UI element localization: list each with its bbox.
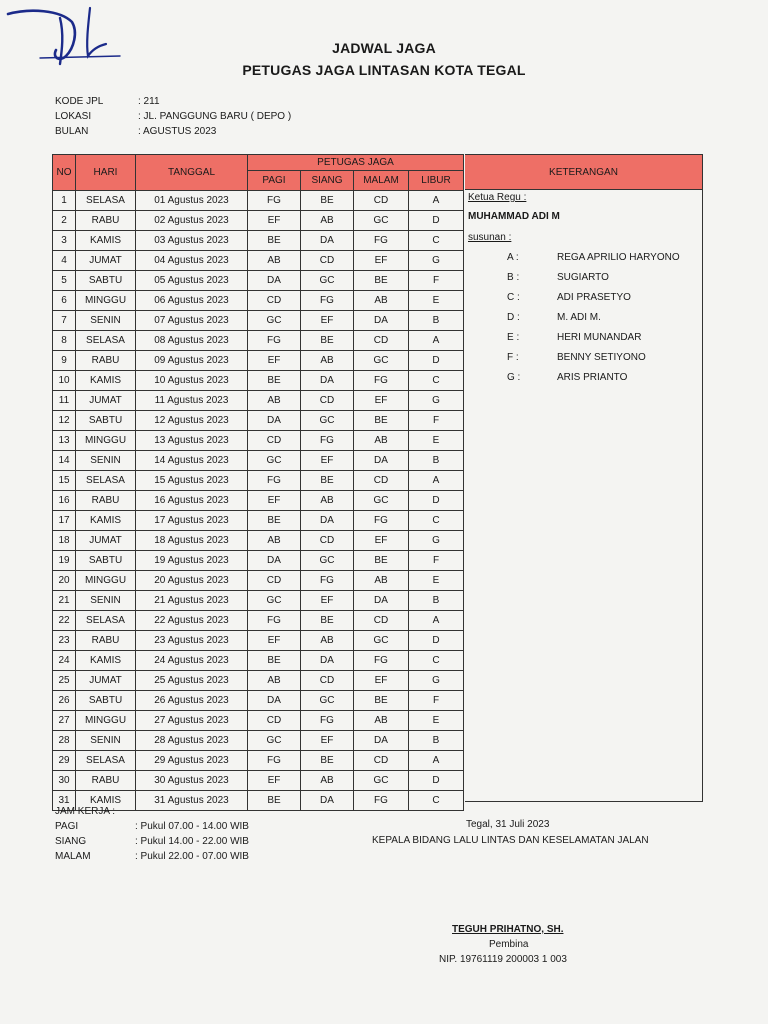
cell-siang: BE <box>301 331 354 351</box>
cell-no: 9 <box>53 351 76 371</box>
cell-hari: SABTU <box>76 411 136 431</box>
cell-pagi: GC <box>248 591 301 611</box>
cell-hari: KAMIS <box>76 231 136 251</box>
cell-siang: CD <box>301 531 354 551</box>
jam-kerja-malam: MALAM : Pukul 22.00 - 07.00 WIB <box>55 851 249 862</box>
cell-siang: GC <box>301 551 354 571</box>
cell-hari: RABU <box>76 631 136 651</box>
cell-tanggal: 16 Agustus 2023 <box>136 491 248 511</box>
cell-malam: FG <box>354 791 409 811</box>
cell-libur: A <box>409 751 464 771</box>
member-name: M. ADI M. <box>557 312 601 323</box>
member-code: D : <box>507 312 520 323</box>
signature-place-date: Tegal, 31 Juli 2023 <box>466 819 550 830</box>
cell-pagi: GC <box>248 311 301 331</box>
table-row <box>53 551 464 571</box>
member-code: G : <box>507 372 521 383</box>
jam-kerja-siang: SIANG : Pukul 14.00 - 22.00 WIB <box>55 836 249 847</box>
cell-hari: SELASA <box>76 191 136 211</box>
schedule-table <box>52 154 464 811</box>
cell-no: 3 <box>53 231 76 251</box>
cell-tanggal: 14 Agustus 2023 <box>136 451 248 471</box>
cell-libur: A <box>409 611 464 631</box>
cell-libur: G <box>409 671 464 691</box>
table-row <box>53 191 464 211</box>
cell-tanggal: 05 Agustus 2023 <box>136 271 248 291</box>
cell-hari: SABTU <box>76 271 136 291</box>
cell-pagi: CD <box>248 571 301 591</box>
cell-tanggal: 12 Agustus 2023 <box>136 411 248 431</box>
cell-siang: EF <box>301 591 354 611</box>
ketua-regu-name: MUHAMMAD ADI M <box>468 211 560 222</box>
cell-libur: B <box>409 731 464 751</box>
cell-malam: GC <box>354 211 409 231</box>
cell-no: 29 <box>53 751 76 771</box>
cell-siang: BE <box>301 751 354 771</box>
table-row <box>53 591 464 611</box>
cell-malam: GC <box>354 631 409 651</box>
cell-libur: E <box>409 431 464 451</box>
cell-pagi: BE <box>248 231 301 251</box>
cell-no: 30 <box>53 771 76 791</box>
cell-pagi: AB <box>248 671 301 691</box>
cell-tanggal: 31 Agustus 2023 <box>136 791 248 811</box>
cell-hari: RABU <box>76 351 136 371</box>
table-row <box>53 571 464 591</box>
cell-tanggal: 02 Agustus 2023 <box>136 211 248 231</box>
cell-siang: BE <box>301 471 354 491</box>
cell-malam: GC <box>354 771 409 791</box>
cell-siang: GC <box>301 411 354 431</box>
cell-malam: BE <box>354 411 409 431</box>
cell-malam: DA <box>354 731 409 751</box>
cell-pagi: EF <box>248 211 301 231</box>
cell-malam: CD <box>354 611 409 631</box>
cell-pagi: AB <box>248 391 301 411</box>
cell-pagi: EF <box>248 771 301 791</box>
cell-tanggal: 28 Agustus 2023 <box>136 731 248 751</box>
header-malam: MALAM <box>354 171 409 191</box>
cell-tanggal: 15 Agustus 2023 <box>136 471 248 491</box>
cell-malam: CD <box>354 191 409 211</box>
cell-libur: B <box>409 451 464 471</box>
table-row <box>53 611 464 631</box>
cell-libur: D <box>409 351 464 371</box>
header-tanggal: TANGGAL <box>136 155 248 191</box>
table-row <box>53 411 464 431</box>
cell-siang: BE <box>301 191 354 211</box>
table-row <box>53 451 464 471</box>
cell-libur: F <box>409 551 464 571</box>
cell-tanggal: 23 Agustus 2023 <box>136 631 248 651</box>
table-row <box>53 251 464 271</box>
cell-hari: SELASA <box>76 331 136 351</box>
cell-malam: EF <box>354 531 409 551</box>
cell-hari: SABTU <box>76 691 136 711</box>
handwritten-signature <box>0 0 150 70</box>
cell-malam: EF <box>354 251 409 271</box>
cell-siang: AB <box>301 211 354 231</box>
cell-libur: G <box>409 531 464 551</box>
cell-malam: BE <box>354 271 409 291</box>
cell-libur: G <box>409 251 464 271</box>
header-no: NO <box>53 155 76 191</box>
cell-siang: GC <box>301 691 354 711</box>
cell-pagi: FG <box>248 611 301 631</box>
cell-pagi: BE <box>248 371 301 391</box>
cell-pagi: CD <box>248 291 301 311</box>
cell-tanggal: 22 Agustus 2023 <box>136 611 248 631</box>
signature-name: TEGUH PRIHATNO, SH. <box>452 924 564 935</box>
cell-hari: SENIN <box>76 591 136 611</box>
cell-hari: MINGGU <box>76 571 136 591</box>
cell-malam: DA <box>354 451 409 471</box>
cell-malam: AB <box>354 431 409 451</box>
cell-tanggal: 13 Agustus 2023 <box>136 431 248 451</box>
cell-tanggal: 21 Agustus 2023 <box>136 591 248 611</box>
cell-libur: F <box>409 271 464 291</box>
cell-no: 6 <box>53 291 76 311</box>
cell-libur: E <box>409 291 464 311</box>
cell-no: 25 <box>53 671 76 691</box>
cell-pagi: BE <box>248 651 301 671</box>
member-code: C : <box>507 292 520 303</box>
cell-hari: MINGGU <box>76 711 136 731</box>
cell-malam: GC <box>354 351 409 371</box>
header-libur: LIBUR <box>409 171 464 191</box>
cell-libur: C <box>409 231 464 251</box>
cell-no: 19 <box>53 551 76 571</box>
cell-libur: C <box>409 511 464 531</box>
cell-no: 5 <box>53 271 76 291</box>
cell-no: 15 <box>53 471 76 491</box>
jam-kerja-pagi: PAGI : Pukul 07.00 - 14.00 WIB <box>55 821 249 832</box>
cell-libur: D <box>409 771 464 791</box>
cell-pagi: EF <box>248 351 301 371</box>
cell-pagi: FG <box>248 751 301 771</box>
cell-siang: AB <box>301 771 354 791</box>
cell-malam: CD <box>354 751 409 771</box>
cell-libur: E <box>409 571 464 591</box>
cell-pagi: EF <box>248 491 301 511</box>
cell-no: 10 <box>53 371 76 391</box>
cell-siang: DA <box>301 651 354 671</box>
cell-pagi: EF <box>248 631 301 651</box>
cell-malam: AB <box>354 571 409 591</box>
cell-hari: JUMAT <box>76 531 136 551</box>
cell-pagi: DA <box>248 271 301 291</box>
cell-pagi: BE <box>248 511 301 531</box>
cell-malam: CD <box>354 331 409 351</box>
cell-pagi: GC <box>248 451 301 471</box>
cell-malam: FG <box>354 651 409 671</box>
cell-no: 27 <box>53 711 76 731</box>
cell-malam: BE <box>354 691 409 711</box>
cell-tanggal: 26 Agustus 2023 <box>136 691 248 711</box>
cell-tanggal: 08 Agustus 2023 <box>136 331 248 351</box>
header-pagi: PAGI <box>248 171 301 191</box>
member-code: B : <box>507 272 520 283</box>
table-row <box>53 231 464 251</box>
cell-no: 28 <box>53 731 76 751</box>
cell-libur: D <box>409 631 464 651</box>
member-name: BENNY SETIYONO <box>557 352 646 363</box>
cell-pagi: FG <box>248 471 301 491</box>
document-subtitle: PETUGAS JAGA LINTASAN KOTA TEGAL <box>242 62 526 78</box>
cell-hari: JUMAT <box>76 251 136 271</box>
cell-tanggal: 01 Agustus 2023 <box>136 191 248 211</box>
cell-tanggal: 27 Agustus 2023 <box>136 711 248 731</box>
cell-no: 2 <box>53 211 76 231</box>
cell-no: 22 <box>53 611 76 631</box>
header-petugas-jaga: PETUGAS JAGA <box>248 155 464 171</box>
document-title: JADWAL JAGA <box>332 40 436 56</box>
cell-libur: C <box>409 651 464 671</box>
cell-hari: KAMIS <box>76 791 136 811</box>
table-row <box>53 731 464 751</box>
cell-siang: FG <box>301 291 354 311</box>
member-code: F : <box>507 352 519 363</box>
cell-siang: EF <box>301 731 354 751</box>
cell-siang: DA <box>301 791 354 811</box>
cell-no: 8 <box>53 331 76 351</box>
table-row <box>53 691 464 711</box>
table-row <box>53 291 464 311</box>
table-row <box>53 491 464 511</box>
cell-no: 7 <box>53 311 76 331</box>
table-row <box>53 331 464 351</box>
cell-tanggal: 07 Agustus 2023 <box>136 311 248 331</box>
cell-pagi: BE <box>248 791 301 811</box>
table-row <box>53 431 464 451</box>
cell-hari: RABU <box>76 491 136 511</box>
cell-tanggal: 20 Agustus 2023 <box>136 571 248 591</box>
cell-no: 31 <box>53 791 76 811</box>
cell-siang: CD <box>301 671 354 691</box>
cell-hari: JUMAT <box>76 671 136 691</box>
cell-no: 14 <box>53 451 76 471</box>
cell-siang: FG <box>301 571 354 591</box>
cell-siang: FG <box>301 711 354 731</box>
cell-tanggal: 10 Agustus 2023 <box>136 371 248 391</box>
cell-no: 18 <box>53 531 76 551</box>
cell-no: 24 <box>53 651 76 671</box>
cell-malam: FG <box>354 511 409 531</box>
table-row <box>53 391 464 411</box>
cell-malam: GC <box>354 491 409 511</box>
cell-tanggal: 30 Agustus 2023 <box>136 771 248 791</box>
member-code: E : <box>507 332 520 343</box>
cell-no: 4 <box>53 251 76 271</box>
meta-lokasi: LOKASI : JL. PANGGUNG BARU ( DEPO ) <box>55 111 292 122</box>
cell-hari: SENIN <box>76 311 136 331</box>
cell-siang: EF <box>301 311 354 331</box>
cell-tanggal: 09 Agustus 2023 <box>136 351 248 371</box>
cell-tanggal: 11 Agustus 2023 <box>136 391 248 411</box>
cell-malam: AB <box>354 291 409 311</box>
cell-siang: BE <box>301 611 354 631</box>
ketua-regu-label: Ketua Regu : <box>468 192 527 203</box>
cell-no: 1 <box>53 191 76 211</box>
cell-tanggal: 29 Agustus 2023 <box>136 751 248 771</box>
meta-bulan: BULAN : AGUSTUS 2023 <box>55 126 217 137</box>
member-code: A : <box>507 252 519 263</box>
table-row <box>53 651 464 671</box>
cell-hari: SELASA <box>76 751 136 771</box>
cell-siang: EF <box>301 451 354 471</box>
cell-hari: MINGGU <box>76 291 136 311</box>
cell-hari: SELASA <box>76 471 136 491</box>
cell-libur: B <box>409 311 464 331</box>
cell-tanggal: 03 Agustus 2023 <box>136 231 248 251</box>
cell-tanggal: 04 Agustus 2023 <box>136 251 248 271</box>
cell-no: 26 <box>53 691 76 711</box>
cell-pagi: GC <box>248 731 301 751</box>
cell-no: 23 <box>53 631 76 651</box>
cell-hari: KAMIS <box>76 651 136 671</box>
table-row <box>53 771 464 791</box>
cell-siang: DA <box>301 371 354 391</box>
table-row <box>53 671 464 691</box>
cell-tanggal: 17 Agustus 2023 <box>136 511 248 531</box>
member-name: HERI MUNANDAR <box>557 332 642 343</box>
cell-malam: EF <box>354 391 409 411</box>
cell-libur: A <box>409 331 464 351</box>
cell-libur: E <box>409 711 464 731</box>
cell-siang: AB <box>301 491 354 511</box>
cell-hari: RABU <box>76 771 136 791</box>
cell-libur: D <box>409 211 464 231</box>
cell-hari: KAMIS <box>76 511 136 531</box>
cell-siang: AB <box>301 631 354 651</box>
cell-libur: C <box>409 371 464 391</box>
meta-kode-jpl: KODE JPL : 211 <box>55 96 160 107</box>
header-keterangan: KETERANGAN <box>465 155 702 190</box>
cell-tanggal: 18 Agustus 2023 <box>136 531 248 551</box>
cell-hari: SENIN <box>76 731 136 751</box>
cell-pagi: CD <box>248 711 301 731</box>
member-name: ADI PRASETYO <box>557 292 631 303</box>
cell-no: 12 <box>53 411 76 431</box>
cell-pagi: CD <box>248 431 301 451</box>
cell-pagi: DA <box>248 411 301 431</box>
keterangan-panel <box>465 154 703 802</box>
member-name: ARIS PRIANTO <box>557 372 628 383</box>
cell-siang: AB <box>301 351 354 371</box>
cell-libur: F <box>409 691 464 711</box>
schedule-body <box>53 191 464 811</box>
cell-no: 21 <box>53 591 76 611</box>
cell-hari: KAMIS <box>76 371 136 391</box>
table-row <box>53 351 464 371</box>
cell-siang: GC <box>301 271 354 291</box>
cell-siang: CD <box>301 251 354 271</box>
cell-siang: DA <box>301 511 354 531</box>
table-row <box>53 311 464 331</box>
cell-hari: RABU <box>76 211 136 231</box>
table-row <box>53 471 464 491</box>
header-hari: HARI <box>76 155 136 191</box>
cell-libur: D <box>409 491 464 511</box>
table-row <box>53 271 464 291</box>
table-row <box>53 211 464 231</box>
cell-libur: A <box>409 191 464 211</box>
signature-nip: NIP. 19761119 200003 1 003 <box>439 954 567 965</box>
susunan-label: susunan : <box>468 232 512 243</box>
cell-hari: MINGGU <box>76 431 136 451</box>
cell-no: 11 <box>53 391 76 411</box>
jam-kerja-title: JAM KERJA : <box>55 806 116 817</box>
cell-siang: DA <box>301 231 354 251</box>
cell-malam: BE <box>354 551 409 571</box>
cell-tanggal: 25 Agustus 2023 <box>136 671 248 691</box>
cell-tanggal: 06 Agustus 2023 <box>136 291 248 311</box>
cell-hari: SABTU <box>76 551 136 571</box>
table-row <box>53 531 464 551</box>
cell-malam: EF <box>354 671 409 691</box>
signature-position: KEPALA BIDANG LALU LINTAS DAN KESELAMATAN JALAN <box>372 835 649 846</box>
table-row <box>53 511 464 531</box>
cell-siang: FG <box>301 431 354 451</box>
cell-siang: CD <box>301 391 354 411</box>
cell-malam: FG <box>354 371 409 391</box>
cell-malam: DA <box>354 591 409 611</box>
cell-no: 17 <box>53 511 76 531</box>
table-row <box>53 371 464 391</box>
cell-pagi: FG <box>248 191 301 211</box>
cell-pagi: DA <box>248 551 301 571</box>
cell-hari: SELASA <box>76 611 136 631</box>
cell-libur: F <box>409 411 464 431</box>
cell-pagi: FG <box>248 331 301 351</box>
member-name: SUGIARTO <box>557 272 609 283</box>
cell-pagi: AB <box>248 531 301 551</box>
signature-rank: Pembina <box>489 939 529 950</box>
cell-no: 20 <box>53 571 76 591</box>
header-siang: SIANG <box>301 171 354 191</box>
cell-malam: DA <box>354 311 409 331</box>
cell-malam: FG <box>354 231 409 251</box>
cell-no: 16 <box>53 491 76 511</box>
cell-pagi: DA <box>248 691 301 711</box>
cell-tanggal: 19 Agustus 2023 <box>136 551 248 571</box>
cell-malam: CD <box>354 471 409 491</box>
table-row <box>53 711 464 731</box>
cell-hari: JUMAT <box>76 391 136 411</box>
cell-hari: SENIN <box>76 451 136 471</box>
cell-libur: C <box>409 791 464 811</box>
cell-libur: B <box>409 591 464 611</box>
member-name: REGA APRILIO HARYONO <box>557 252 680 263</box>
table-row <box>53 631 464 651</box>
table-row <box>53 751 464 771</box>
cell-tanggal: 24 Agustus 2023 <box>136 651 248 671</box>
cell-no: 13 <box>53 431 76 451</box>
cell-malam: AB <box>354 711 409 731</box>
cell-libur: A <box>409 471 464 491</box>
cell-pagi: AB <box>248 251 301 271</box>
cell-libur: G <box>409 391 464 411</box>
